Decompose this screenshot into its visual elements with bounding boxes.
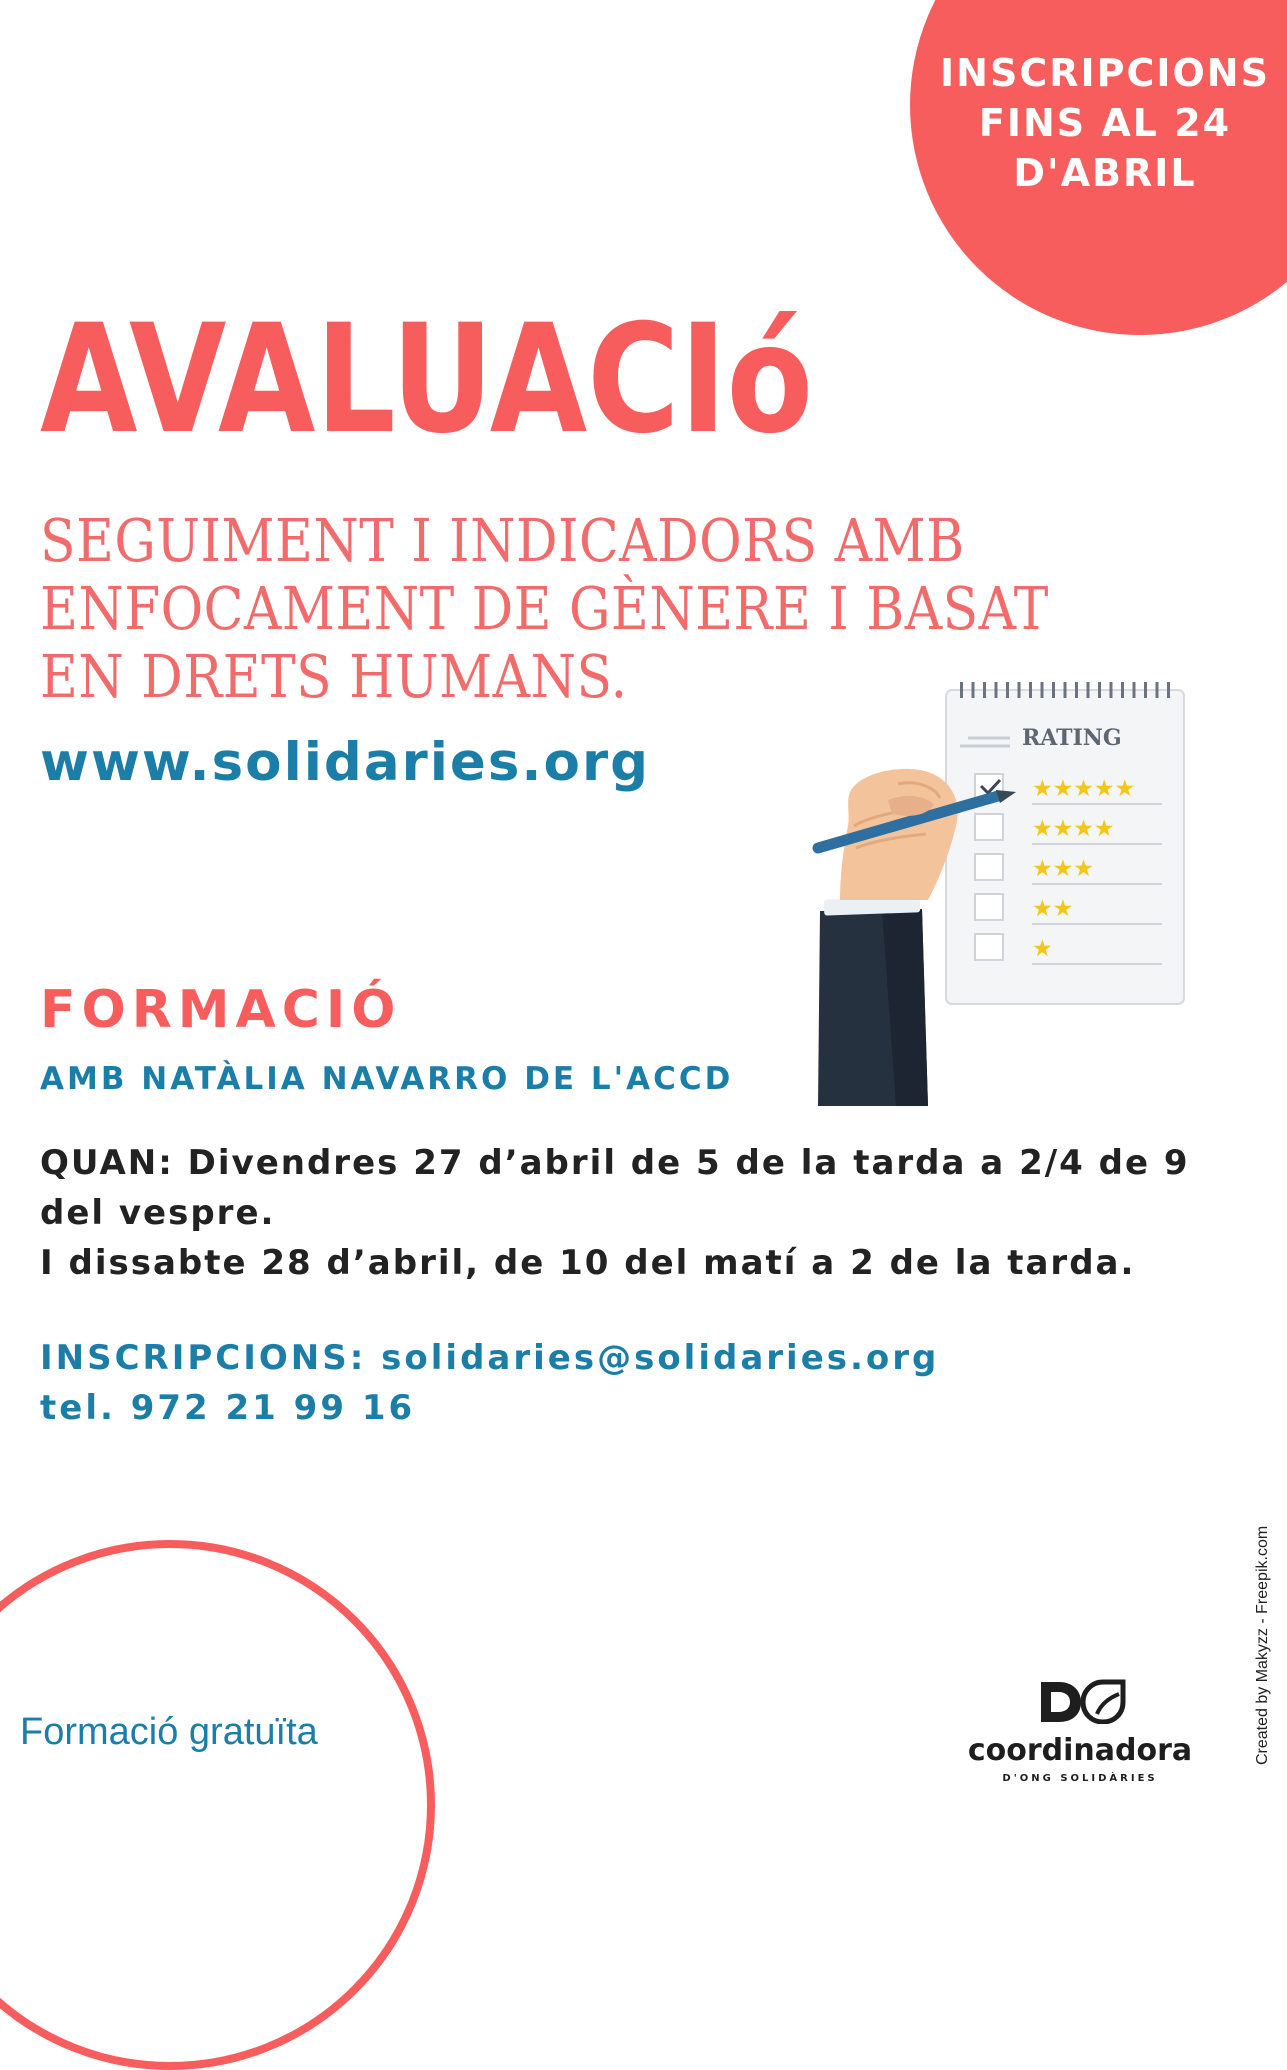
page-subtitle: SEGUIMENT I INDICADORS AMB ENFOCAMENT DE GÈNERE I BASAT EN DRETS HUMANS.	[40, 506, 1049, 711]
spiral-ring	[1018, 682, 1021, 698]
spiral-ring	[1167, 682, 1170, 698]
spiral-ring	[1144, 682, 1147, 698]
spiral-ring	[1052, 682, 1055, 698]
free-training-label: Formació gratuïta	[20, 1711, 318, 1753]
schedule-line-2: del vespre.	[40, 1193, 276, 1233]
phone-number[interactable]: tel. 972 21 99 16	[40, 1388, 416, 1428]
rating-clipboard	[946, 682, 1184, 1004]
rating-label: RATING	[1022, 725, 1122, 751]
spiral-ring	[1006, 682, 1009, 698]
spiral-ring	[1075, 682, 1078, 698]
spiral-ring	[1156, 682, 1159, 698]
spiral-ring	[995, 682, 998, 698]
rating-stars: ★★	[1032, 896, 1074, 922]
spiral-ring	[1098, 682, 1101, 698]
spiral-ring	[1041, 682, 1044, 698]
coordinadora-logo	[960, 1678, 1200, 1796]
spiral-ring	[972, 682, 975, 698]
spiral-ring	[983, 682, 986, 698]
logo-subtitle: D'ONG SOLIDÀRIES	[1002, 1773, 1158, 1784]
spiral-ring	[1133, 682, 1136, 698]
trainer-line: AMB NATÀLIA NAVARRO DE L'ACCD	[40, 1061, 734, 1097]
schedule-block	[40, 1138, 1270, 1288]
section-heading: FORMACIÓ	[40, 980, 402, 1040]
rating-checkbox	[975, 814, 1003, 840]
deadline-badge-text: INSCRIPCIONS FINS AL 24 D'ABRIL	[940, 51, 1270, 195]
rating-illustration	[810, 676, 1200, 1106]
rating-stars: ★★★	[1032, 856, 1094, 882]
spiral-ring	[960, 682, 963, 698]
spiral-ring	[1029, 682, 1032, 698]
decorative-ring	[0, 1540, 435, 2070]
rating-stars: ★	[1032, 936, 1053, 962]
logo-icon	[1037, 1678, 1127, 1724]
spiral-ring	[1110, 682, 1113, 698]
rating-stars: ★★★★★	[1032, 776, 1136, 802]
rating-checkbox	[975, 854, 1003, 880]
registration-email[interactable]: INSCRIPCIONS: solidaries@solidaries.org	[40, 1338, 940, 1378]
image-credit: Created by Makyzz - Freepik.com	[1254, 1525, 1271, 1765]
schedule-line-1: QUAN: Divendres 27 d’abril de 5 de la tarda a 2/4 de 9	[40, 1143, 1190, 1183]
schedule-line-3: I dissabte 28 d’abril, de 10 del matí a 2 de la tarda.	[40, 1243, 1136, 1283]
rating-stars: ★★★★	[1032, 816, 1115, 842]
rating-checkbox	[975, 894, 1003, 920]
spiral-ring	[1121, 682, 1124, 698]
logo-name: coordinadora	[967, 1733, 1193, 1768]
spiral-ring	[1064, 682, 1067, 698]
page-title: AVALUACIó	[40, 293, 814, 467]
contact-block	[40, 1333, 939, 1433]
website-link[interactable]: www.solidaries.org	[40, 732, 651, 793]
spiral-ring	[1087, 682, 1090, 698]
rating-checkbox	[975, 934, 1003, 960]
